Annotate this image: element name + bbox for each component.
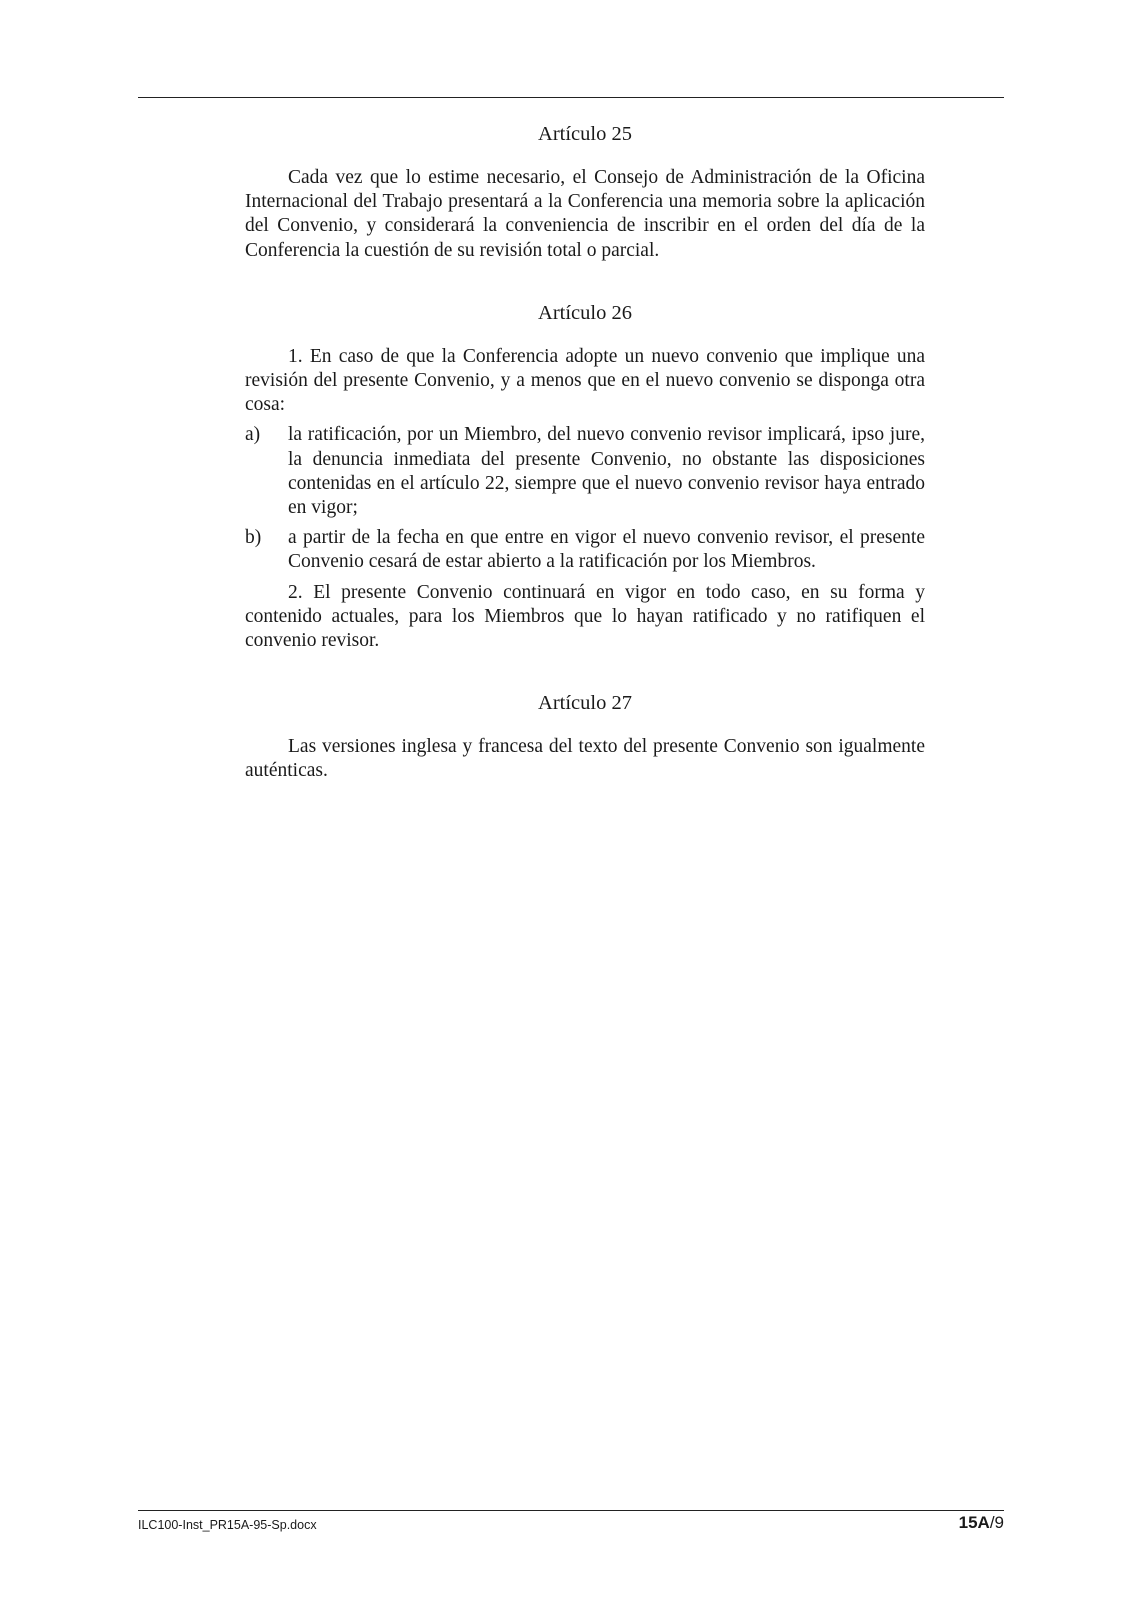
article-paragraph: Cada vez que lo estime necesario, el Consejo de Administración de la Oficina Internacional del Trabajo presentará a la Conferencia una memoria sobre la aplicación del Convenio, y considerará la conveniencia de inscribir en el orden del día de la Conferencia la cuestión de su revisión total o parcial.: [245, 167, 925, 261]
document-body: [245, 119, 925, 784]
footer-rule: [138, 1510, 1004, 1511]
list-item-label: a): [245, 424, 261, 446]
article-paragraph: Las versiones inglesa y francesa del texto del presente Convenio son igualmente auténticas.: [245, 736, 925, 782]
numbered-paragraph-2: 2. El presente Convenio continuará en vigor en todo caso, en su forma y contenido actuales, para los Miembros que lo hayan ratificado y no ratifiquen el convenio revisor.: [245, 581, 925, 652]
page-number-suffix: /9: [989, 1513, 1004, 1532]
list-item-text: a partir de la fecha en que entre en vigor el nuevo convenio revisor, el presente Convenio cesará de estar abierto a la ratificación por los Miembros.: [288, 527, 925, 573]
page-number-prefix: 15A: [958, 1513, 990, 1532]
article-heading: Artículo 26: [538, 301, 632, 324]
article-25: [245, 119, 925, 263]
footer-page-number: [959, 1513, 1004, 1533]
article-heading: Artículo 27: [538, 692, 632, 715]
list-item-label: b): [245, 527, 262, 549]
list-item-b: [245, 526, 925, 574]
footer-filename: ILC100-Inst_PR15A-95-Sp.docx: [138, 1518, 317, 1532]
article-27: [245, 688, 925, 783]
list-item-text: la ratificación, por un Miembro, del nuevo convenio revisor implicará, ipso jure, la denuncia inmediata del presente Convenio, no obstante las disposiciones contenidas en el artículo 22, siempre que el nuevo convenio revisor haya entrado en vigor;: [288, 424, 925, 519]
header-rule: [138, 97, 1004, 98]
article-26: [245, 298, 925, 653]
numbered-paragraph-1: 1. En caso de que la Conferencia adopte un nuevo convenio que implique una revisión del presente Convenio, y a menos que en el nuevo convenio se disponga otra cosa:: [245, 345, 925, 416]
list-item-a: [245, 423, 925, 520]
article-heading: Artículo 25: [538, 123, 632, 145]
